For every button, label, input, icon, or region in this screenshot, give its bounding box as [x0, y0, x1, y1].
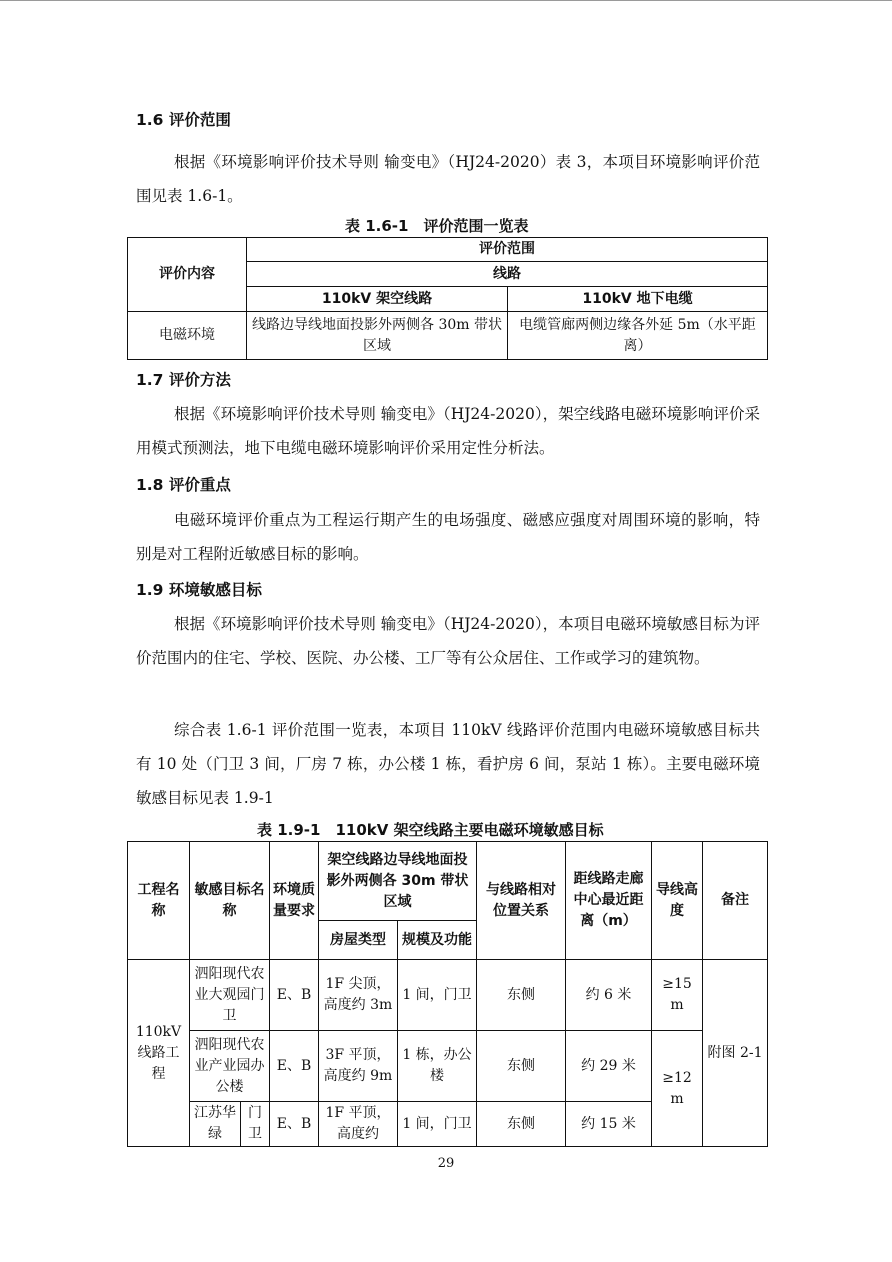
section-1-7-heading: 1.7 评价方法 — [136, 371, 231, 389]
section-1-9-heading: 1.9 环境敏感目标 — [136, 581, 262, 599]
header-house-type: 房屋类型 — [319, 921, 398, 960]
project-name-cell: 110kV 线路工程 — [128, 960, 190, 1147]
row-item-em-environment: 电磁环境 — [128, 312, 247, 360]
scale-cell: 1 栋，办公楼 — [398, 1031, 477, 1102]
header-relative-position: 与线路相对位置关系 — [477, 842, 566, 960]
target-subname-cell: 门卫 — [241, 1102, 270, 1147]
height-cell: ≥15 m — [652, 960, 703, 1031]
header-evaluation-content: 评价内容 — [128, 238, 247, 312]
quality-cell: E、B — [270, 1031, 319, 1102]
section-1-8-paragraph: 电磁环境评价重点为工程运行期产生的电场强度、磁感应强度对周围环境的影响，特别是对工程附近敏感目标的影响。 — [136, 511, 760, 563]
distance-cell: 约 6 米 — [566, 960, 652, 1031]
header-remarks: 备注 — [703, 842, 768, 960]
header-nearest-distance: 距线路走廊中心最近距离（m） — [566, 842, 652, 960]
table-1-6-1 — [127, 237, 768, 360]
scale-cell: 1 间，门卫 — [398, 960, 477, 1031]
page-number: 29 — [437, 1156, 455, 1171]
target-name-cell: 泗阳现代农业产业园办公楼 — [190, 1031, 270, 1102]
section-1-9-paragraph-1: 根据《环境影响评价技术导则 输变电》（HJ24-2020），本项目电磁环境敏感目标为评价范围内的住宅、学校、医院、办公楼、工厂等有公众居住、工作或学习的建筑物。 — [136, 615, 760, 667]
house-type-cell: 1F 平顶，高度约 — [319, 1102, 398, 1147]
relation-cell: 东侧 — [477, 960, 566, 1031]
table-1-6-1-caption: 表 1.6-1 评价范围一览表 — [345, 217, 529, 235]
section-1-9-paragraph-2: 综合表 1.6-1 评价范围一览表，本项目 110kV 线路评价范围内电磁环境敏感目标共有 10 处（门卫 3 间，厂房 7 栋，办公楼 1 栋，看护房 6 间，泵站 1 栋）。主要电磁环境敏感目标见表 1.9-1 — [136, 721, 760, 807]
house-type-cell: 3F 平顶，高度约 9m — [319, 1031, 398, 1102]
section-1-7-paragraph: 根据《环境影响评价技术导则 输变电》（HJ24-2020），架空线路电磁环境影响评价采用模式预测法，地下电缆电磁环境影响评价采用定性分析法。 — [136, 405, 760, 457]
section-1-6-heading: 1.6 评价范围 — [136, 111, 231, 129]
header-zone: 架空线路边导线地面投影外两侧各 30m 带状区域 — [319, 842, 477, 921]
target-name-cell: 泗阳现代农业大观园门卫 — [190, 960, 270, 1031]
header-underground-cable: 110kV 地下电缆 — [508, 287, 768, 312]
table-1-9-1 — [127, 841, 768, 1147]
header-project-name: 工程名称 — [128, 842, 190, 960]
header-line: 线路 — [247, 262, 768, 287]
top-rule — [0, 0, 892, 1]
table-1-9-1-caption: 表 1.9-1 110kV 架空线路主要电磁环境敏感目标 — [257, 821, 604, 839]
relation-cell: 东侧 — [477, 1031, 566, 1102]
scale-cell: 1 间，门卫 — [398, 1102, 477, 1147]
quality-cell: E、B — [270, 1102, 319, 1147]
table-row — [128, 1031, 768, 1102]
header-target-name: 敏感目标名称 — [190, 842, 270, 960]
table-row — [128, 960, 768, 1031]
row-overhead-scope: 线路边导线地面投影外两侧各 30m 带状区域 — [247, 312, 508, 360]
header-scale-function: 规模及功能 — [398, 921, 477, 960]
header-evaluation-scope: 评价范围 — [247, 238, 768, 262]
distance-cell: 约 15 米 — [566, 1102, 652, 1147]
header-conductor-height: 导线高度 — [652, 842, 703, 960]
remarks-cell: 附图 2-1 — [703, 960, 768, 1147]
quality-cell: E、B — [270, 960, 319, 1031]
distance-cell: 约 29 米 — [566, 1031, 652, 1102]
section-1-8-heading: 1.8 评价重点 — [136, 476, 231, 494]
header-quality-requirement: 环境质量要求 — [270, 842, 319, 960]
relation-cell: 东侧 — [477, 1102, 566, 1147]
section-1-6-paragraph: 根据《环境影响评价技术导则 输变电》（HJ24-2020）表 3，本项目环境影响评价范围见表 1.6-1。 — [136, 153, 760, 205]
house-type-cell: 1F 尖顶，高度约 3m — [319, 960, 398, 1031]
height-cell: ≥12 m — [652, 1031, 703, 1147]
target-name-cell: 江苏华绿 — [190, 1102, 241, 1147]
row-cable-scope: 电缆管廊两侧边缘各外延 5m（水平距离） — [508, 312, 768, 360]
header-overhead-line: 110kV 架空线路 — [247, 287, 508, 312]
